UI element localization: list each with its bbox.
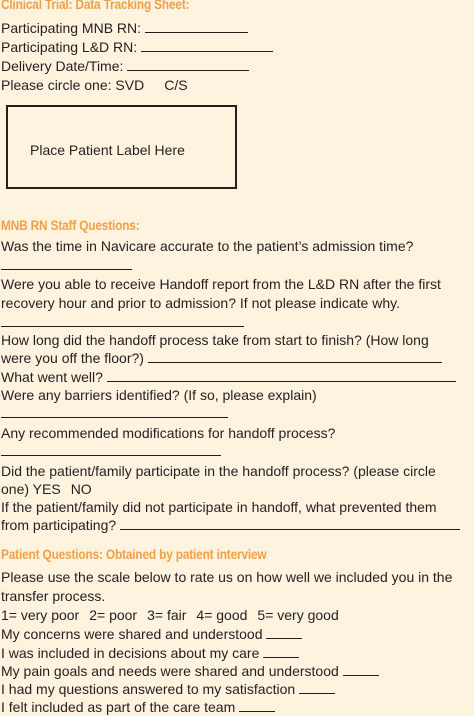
rating-scale [1, 606, 339, 624]
patient-item-rating[interactable] [239, 699, 275, 712]
staff-q7-line2: one) [1, 481, 30, 497]
tracking-heading: Clinical Trial: Data Tracking Sheet: [1, 0, 190, 12]
ld-rn-label: Participating L&D RN: [1, 39, 138, 55]
staff-q1-answer-row [1, 256, 132, 274]
staff-q7-row [1, 480, 92, 498]
staff-q5-answer[interactable] [1, 405, 228, 418]
staff-q3-row [1, 349, 442, 367]
staff-q8-answer[interactable] [120, 517, 460, 530]
patient-item-rating[interactable] [343, 663, 379, 676]
delivery-field[interactable] [127, 58, 249, 71]
staff-q3-answer[interactable] [148, 350, 442, 363]
option-yes[interactable]: YES [32, 481, 61, 497]
patient-heading: Patient Questions: Obtained by patient interview [1, 547, 267, 562]
scale-1: 1= very poor [1, 607, 80, 623]
ld-rn-row [1, 38, 273, 56]
patient-item-1 [1, 625, 302, 643]
delivery-row [1, 57, 249, 75]
staff-q4-answer[interactable] [107, 369, 456, 382]
staff-q5: Were any barriers identified? (If so, please explain) [1, 387, 317, 403]
mnb-rn-label: Participating MNB RN: [1, 20, 142, 36]
patient-item-rating[interactable] [263, 645, 299, 658]
staff-q2-line2: recovery hour and prior to admission? If not please indicate why. [1, 295, 400, 311]
staff-q4-row [1, 368, 456, 386]
mnb-rn-field[interactable] [145, 20, 248, 33]
mnb-rn-row [1, 19, 248, 37]
ld-rn-field[interactable] [141, 39, 273, 52]
option-no[interactable]: NO [70, 481, 92, 497]
staff-q4: What went well? [1, 369, 103, 385]
patient-item-label: I felt included as part of the care team [1, 699, 236, 715]
staff-q1-answer[interactable] [1, 257, 132, 270]
patient-item-2 [1, 644, 299, 662]
staff-q3-line2: were you off the floor?) [1, 350, 144, 366]
staff-q3-line1: How long did the handoff process take from start to finish? (How long [1, 332, 429, 348]
staff-q2-answer-row [1, 313, 244, 331]
staff-q2-line1: Were you able to receive Handoff report from the L&D RN after the first [1, 276, 441, 292]
patient-item-label: I was included in decisions about my care [1, 645, 260, 661]
staff-q8-line2: from participating? [1, 517, 117, 533]
staff-q6-answer[interactable] [1, 443, 221, 456]
staff-heading: MNB RN Staff Questions: [1, 218, 140, 233]
scale-4: 4= good [196, 607, 248, 623]
patient-item-4 [1, 680, 335, 698]
staff-q6: Any recommended modifications for handoff process? [1, 425, 336, 441]
patient-item-label: My pain goals and needs were shared and understood [1, 663, 339, 679]
scale-2: 2= poor [89, 607, 138, 623]
patient-item-rating[interactable] [266, 626, 302, 639]
patient-label-placeholder: Place Patient Label Here [30, 142, 185, 158]
staff-q7-line1: Did the patient/family participate in the handoff process? (please circle [1, 463, 436, 479]
patient-intro-line2: transfer process. [1, 588, 106, 604]
staff-q8-row [1, 516, 460, 534]
patient-item-label: I had my questions answered to my satisfaction [1, 681, 296, 697]
patient-intro-line1: Please use the scale below to rate us on how well we included you in the [1, 569, 453, 585]
patient-item-3 [1, 662, 379, 680]
staff-q5-answer-row [1, 404, 228, 422]
staff-q8-line1: If the patient/family did not participate in handoff, what prevented them [1, 499, 437, 515]
patient-item-label: My concerns were shared and understood [1, 626, 263, 642]
staff-q2-answer[interactable] [1, 314, 244, 327]
option-svd[interactable]: SVD [115, 77, 145, 93]
delivery-label: Delivery Date/Time: [1, 58, 124, 74]
staff-q1: Was the time in Navicare accurate to the patient’s admission time? [1, 238, 414, 254]
patient-label-box [6, 105, 237, 189]
scale-3: 3= fair [147, 607, 187, 623]
option-cs[interactable]: C/S [164, 77, 188, 93]
delivery-type-row [1, 76, 188, 94]
circle-label: Please circle one: [1, 77, 112, 93]
staff-q6-answer-row [1, 442, 221, 460]
scale-5: 5= very good [257, 607, 339, 623]
patient-item-rating[interactable] [299, 681, 335, 694]
patient-item-5 [1, 698, 275, 716]
